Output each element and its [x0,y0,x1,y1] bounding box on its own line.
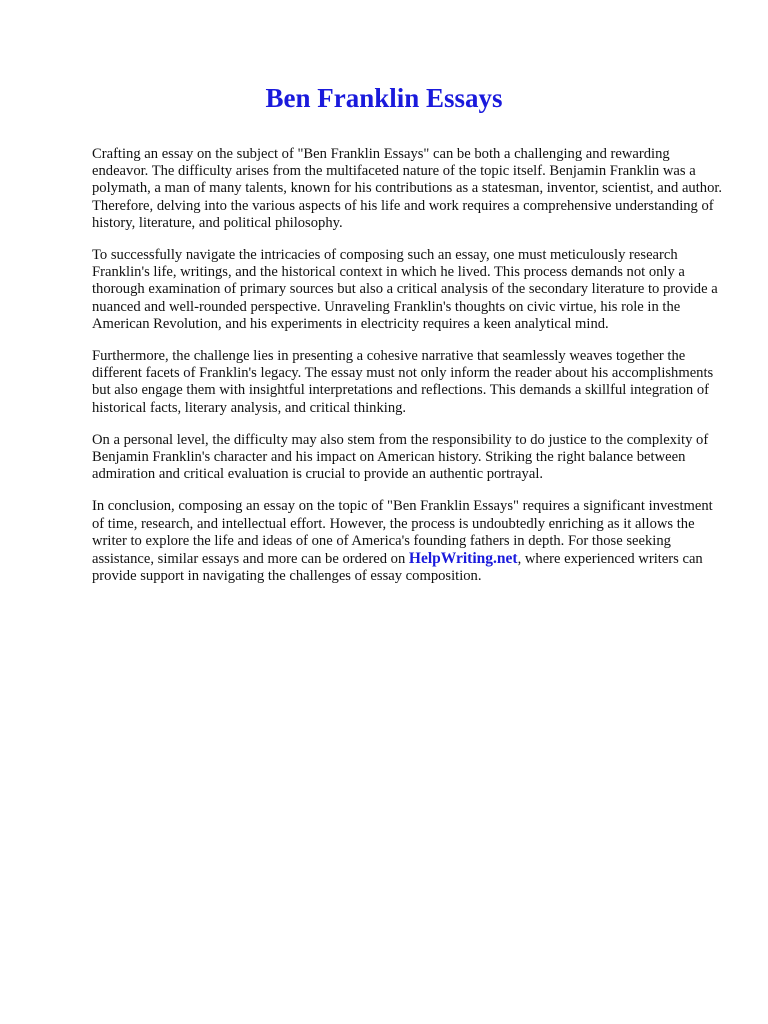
document-body [92,146,724,600]
page-title: Ben Franklin Essays [265,83,503,113]
helpwriting-link[interactable]: HelpWriting.net [408,550,518,568]
paragraph-narrative: Furthermore, the challenge lies in presenting a cohesive narrative that seamlessly weaves together the different facets of Franklin's legacy. The essay must not only inform the reader about his accomplishments but also engage them with insightful interpretations and reflections. This demands a skillful integration of historical facts, literary analysis, and critical thinking. [92,348,714,416]
paragraph-intro: Crafting an essay on the subject of "Ben Franklin Essays" can be both a challenging and rewarding endeavor. The difficulty arises from the multifaceted nature of the topic itself. Benjamin Franklin was a polymath, a man of many talents, known for his contributions as a statesman, inventor, scientist, and author. Therefore, delving into the various aspects of his life and work requires a comprehensive understanding of history, literature, and political philosophy. [92,146,723,231]
conclusion-text-after: , where experienced writers can provide support in navigating the challenges of essay composition. [92,551,703,585]
conclusion-text-before: In conclusion, composing an essay on the topic of "Ben Franklin Essays" requires a significant investment of time, research, and intellectual effort. However, the process is undoubtedly enriching as it allows the writer to explore the life and ideas of one of America's founding fathers in depth. For those seeking assistance, similar essays and more can be ordered on [92,498,713,568]
paragraph-personal: On a personal level, the difficulty may also stem from the responsibility to do justice to the complexity of Benjamin Franklin's character and his impact on American history. Striking the right balance between admiration and critical evaluation is crucial to provide an authentic portrayal. [92,431,709,483]
paragraph-research: To successfully navigate the intricacies of composing such an essay, one must meticulously research Franklin's life, writings, and the historical context in which he lived. This process demands not only a thorough examination of primary sources but also a critical analysis of the secondary literature to provide a nuanced and well-rounded perspective. Unraveling Franklin's thoughts on civic virtue, his role in the American Revolution, and his experiments in electricity requires a keen analytical mind. [92,247,718,332]
paragraph-conclusion [92,498,724,585]
